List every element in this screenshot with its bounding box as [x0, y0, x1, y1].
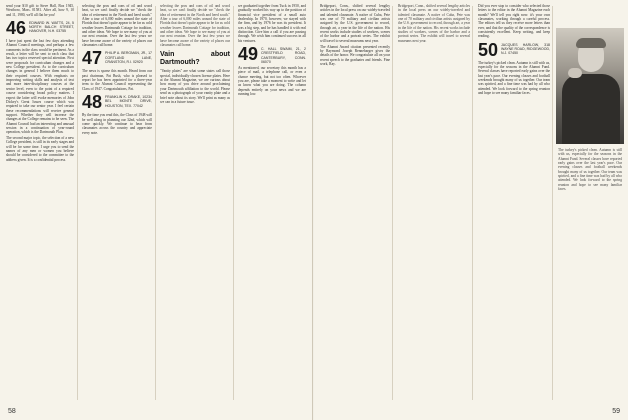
column-rule: [392, 6, 393, 400]
class-notes-paragraph: The turkey's picked clean. Autumn is still with us, especially for the seasons in the Alumni Fund. Several classes have reported early gains over the last year's pace. Our evening classes and football weekends brought many of us together. Our team was spirited, and a fine time was had by all who attended. We look forward to the spring reunion and hope to see many familiar faces.: [558, 148, 622, 192]
class-notes-paragraph: selecting the pros and cons of oil and wood heat, so we can't finally decide we "check the idea of retirement in the North and heed south." After a tour of 6,000 miles around the state of Florida that doesn't quite appear to be far as cold weather leaves Dartmouth Cottage for tradition, and other ideas. We hope to see many of you at our next reunion. Over the last few years we have become aware of the variety of places our classmates call home.: [82, 4, 153, 48]
class-number: 50: [478, 39, 499, 60]
class-heading-49: [238, 45, 306, 64]
right-column-1: [320, 4, 390, 68]
left-column-3: [160, 4, 230, 106]
right-column-2: [398, 4, 470, 45]
right-column-3: [478, 4, 550, 97]
column-rule: [77, 6, 78, 400]
left-column-4: [238, 4, 306, 98]
class-notes-paragraph: Bridgeport, Conn., shifted several lengthy articles in the local press on our widely-traveled and talented classmate. A native of Cuba, Pete was one of 70 military and civilian artists assigned by the U.S. government to record, through art, a year in the life of the nation. His recent works include studies of workers, scenes of the harbor and a portrait series. The exhibit will travel to several museums next year.: [320, 4, 390, 43]
class-number: 49: [238, 44, 259, 65]
class-secretary-address: FRANKLIN K. DRAKE, 10234 BEL MONTE DRIVE, HOUSTON, TEX. 77042: [105, 95, 152, 108]
class-heading-50: [478, 41, 550, 59]
page-number: 58: [8, 408, 16, 415]
class-secretary-address: C. HALL SWAIM, 21, 2 CRESTFIELD ROAD, CANTERBURY, CONN. 06070: [261, 47, 306, 64]
class-secretary-address: PHILIP A. BERGMAN, JR., 17 CORTLAND LANE, CRANSTON, R.I. 02920: [105, 51, 152, 64]
class-notes-paragraph: Did you ever stop to consider who selected those letters to the editor in the Alumni Magazine each month? We'll tell you right now: it's your own classmates, working through a careful process. The editors tell us they receive more letters than ever, and that the quality of the correspondence is consistently excellent. Keep writing, and keep reading.: [478, 4, 550, 39]
class-notes-paragraph: The news is sparse this month. Heard from our past chairman, Pat Bush, who is pleased to report he has been appointed for a three-year term to the Alumni Council representing the Class of 1947. Congratulations, Pat.: [82, 69, 152, 91]
left-column-2: [82, 4, 152, 136]
left-column-1: [6, 4, 74, 164]
column-rule: [472, 6, 473, 400]
class-number: 48: [82, 92, 103, 113]
right-page: [314, 0, 628, 420]
photo-figure-hand: [568, 68, 582, 78]
portrait-photo: [556, 28, 624, 144]
sidebar-paragraph: "Vanity plates" are what some states call those special, individually-chosen license plates. Here at the Alumni Magazine, we are curious about how many of you drive around proclaiming your Dartmouth affiliation to the world. Please send us a photograph of your vanity plate and a brief note about its story. We'll print as many as we can in a future issue.: [160, 69, 230, 104]
class-notes-paragraph: As mentioned, our secretary this month has a piece of mail, a telephone call, or even a chance meeting, but not too often. Whoever you are, please take a moment to write and let us know what you are doing. The column depends entirely on your news and we are running low.: [238, 65, 306, 96]
class-notes-paragraph: The Alumni Award citation presented recently by Raymond Joseph Rennebarger gives the details of the honor. We congratulate all on your recent speech to the graduates and friends. Fine work, Ray.: [320, 44, 390, 66]
left-page: [0, 0, 313, 420]
photo-figure-hair: [576, 38, 606, 48]
right-column-4: [558, 148, 622, 193]
class-secretary-address: JACQUES HARLOW, 318 WAYNE ROAD, RIDGEWOOD, N.J. 07450: [501, 42, 550, 56]
class-number: 46: [6, 18, 27, 39]
class-notes-paragraph: we graduated together from Tuck in 1950, and gradually worked his way up to the position of financial vice president of a small auto dealership. In 1970, however, we stayed with the firm, and by 1976 he was its president. It was a big step, and he has handled it with real distinction. Give him a call if you are passing through. We wish him continued success in all his ventures.: [238, 4, 306, 43]
column-rule: [233, 6, 234, 400]
column-rule: [155, 6, 156, 400]
class-notes-paragraph: selecting the pros and cons of oil and wood heat, so we can't finally decide we "check the idea of retirement in the North and heed south." After a tour of 6,000 miles around the state of Florida that doesn't quite appear to be far as cold weather leaves Dartmouth Cottage for tradition, and other ideas. We hope to see many of you at our next reunion. Over the last few years we have become aware of the variety of places our classmates call home.: [160, 4, 231, 48]
class-notes-paragraph: The turkey's picked clean. Autumn is still with us, especially for the seasons in the Alumni Fund. Several classes have reported early gains over the last year's pace. Our evening classes and football weekends brought many of us together. Our team was spirited, and a fine time was had by all who attended. We look forward to the spring reunion and hope to see many familiar faces.: [478, 60, 550, 96]
class-notes-paragraph: The second major topic, the selection of a new College president, is still in its early stages and will be for some time. I urge you to send the names of any men or women you believe should be considered to the committee to the address given. It is a confidential process.: [6, 136, 74, 162]
class-number: 47: [82, 48, 103, 69]
class-notes-paragraph: I have just spent the last few days attending Alumni Council meetings, and perhaps a few comments in the class would be pertinent. As a result, a letter will be sent to each class that has two topics reserved special attention. First were proposals for curriculum changes and a new College president. As to the curriculum changes in general I believe them much to their required courses. With emphasis on improving writing skills and analysis of text and more inter-disciplinary courses at the senior level, even to the point of a required course considering broad policy matters. I expect the latter will evoke memories of John Dickey's Great Issues course which was required to take our senior year. I feel certain these recommendations will receive general support. Whether they will increase the changes at the College remains to be seen. The Alumni Council had an interesting and unusual session in a continuation of year-round operation, which is the Dartmouth Plan.: [6, 39, 74, 135]
class-notes-paragraph: By the time you read this, the Class of 1948 will be well along in planning our 32nd, which will come quickly. We continue to hear from classmates across the country and appreciate every note.: [82, 113, 152, 135]
class-heading-46: [6, 19, 74, 37]
sidebar-headline: Vain about Dartmouth?: [160, 51, 230, 67]
page-number: 59: [612, 408, 620, 415]
photo-figure-body: [562, 74, 620, 144]
class-notes-paragraph: Bridgeport, Conn., shifted several lengthy articles in the local press on our widely-traveled and talented classmate. A native of Cuba, Pete was one of 70 military and civilian artists assigned by the U.S. government to record, through art, a year in the life of the nation. His recent works include studies of workers, scenes of the harbor and a portrait series. The exhibit will travel to several museums next year.: [398, 4, 470, 43]
column-rule: [552, 6, 553, 400]
class-heading-47: [82, 49, 152, 67]
class-secretary-address: EDWARD W. WATTS, 24, 5 NORTH BALCH STREET, HANOVER, N.H. 03755: [29, 21, 74, 34]
intro-paragraph: send your $10 gift to Steve Hall, Box 1945, Westboro, Mass. 01581. After all, how 9, 10 and 11, 1980, we'll all flat be you!: [6, 4, 74, 17]
class-heading-48: [82, 93, 152, 111]
